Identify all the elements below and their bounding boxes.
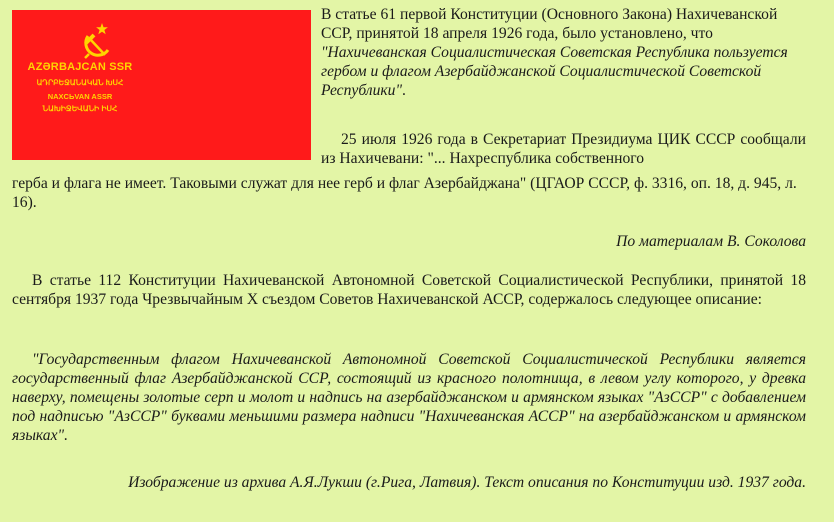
paragraph-constitution-1937: В статье 112 Конституции Нахичеванской Автономной Советской Социалистической Республики, принятой 18 сентября 1937 года Чрезвычайным X съездом Советов Нахичеванской АССР, содержалось следующее описание: [12,272,806,308]
flag-image [12,10,311,160]
flag-text-line-4: ՆԱԽԻՋԵՎԱՆԻ ԻՍՀ [42,104,118,113]
flag-text-line-1: AZƏRBAJCAN SSR [27,61,133,73]
source-credit: По материалам В. Соколова [616,233,806,250]
paragraph-1926-report-top: 25 июля 1926 года в Секретариат Президиума ЦИК СССР сообщали из Нахичевани: "... Нахреспублика собственного [321,131,806,167]
image-source-note: Изображение из архива А.Я.Лукши (г.Рига, Латвия). Текст описания по Конституции изд. 1937 года. [128,474,806,491]
flag-text-line-3: NAXCЬVAN ASSR [47,92,113,101]
flag-description-quote: "Государственным флагом Нахичеванской Автономной Советской Социалистической Республики является государственный флаг Азербайджанской ССР, состоящий из красного полотнища, в левом углу которого, у древка наверху, помещены золотые серп и молот и надпись на азербайджанском и армянском языках "АзССР" с добавлением под надписью "АзССР" буквами меньшими размера надписи "Нахичеванская АССР" на азербайджанском и армянском языках". [12,351,806,444]
paragraph-constitution-1926 [321,5,806,100]
para1-end: . [402,82,406,99]
para1-quote: "Нахичеванская Социалистическая Советская Республика пользуется гербом и флагом Азербайджанской Социалистической Советской Республики" [321,44,788,99]
para1-intro: В статье 61 первой Конституции (Основного Закона) Нахичеванской ССР, принятой 18 апреля 1926 года, было установлено, что [321,6,778,42]
paragraph-1926-report-bottom: герба и флага не имеет. Таковыми служат для нее герб и флаг Азербайджана" (ЦГАОР СССР, ф. 3316, оп. 18, д. 945, л. 16). [12,175,797,211]
flag-text-line-2: ԱԴՐԲԵՋԱՆԱԿԱՆ ԽՍՀ [36,78,124,87]
